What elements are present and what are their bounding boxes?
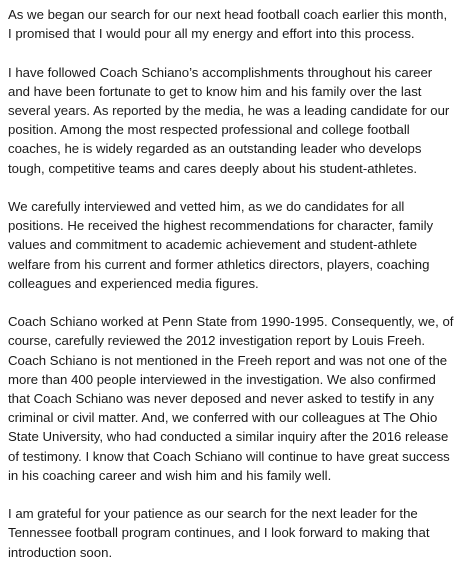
statement-document	[8, 5, 454, 562]
paragraph-search-intro: As we began our search for our next head football coach earlier this month, I promised that I would pour all my energy and effort into this process.	[8, 7, 448, 42]
paragraph-coach-background: I have followed Coach Schiano’s accomplishments throughout his career and have been fortunate to get to know him and his family over the last several years. As reported by the media, he was a leading candidate for our position. Among the most respected professional and college football coaches, he is widely regarded as an outstanding leader who develops tough, competitive teams and cares deeply about his student-athletes.	[8, 64, 450, 176]
paragraph-penn-state-review: Coach Schiano worked at Penn State from 1990-1995. Consequently, we, of course, carefully reviewed the 2012 investigation report by Louis Freeh. Coach Schiano is not mentioned in the Freeh report and was not one of the more than 400 people interviewed in the investigation. We also confirmed that Coach Schiano was never deposed and never asked to testify in any criminal or civil matter. And, we conferred with our colleagues at The Ohio State University, who had conducted a similar inquiry after the 2016 release of testimony. I know that Coach Schiano will continue to have great success in his coaching career and wish him and his family well.	[8, 314, 454, 483]
paragraph-vetting: We carefully interviewed and vetted him, as we do candidates for all positions. He received the highest recommendations for character, family values and commitment to academic achievement and student-athlete welfare from his current and former athletics directors, players, coaching colleagues and experienced media figures.	[8, 199, 434, 291]
paragraph-closing: I am grateful for your patience as our search for the next leader for the Tennessee football program continues, and I look forward to making that introduction soon.	[8, 506, 430, 560]
